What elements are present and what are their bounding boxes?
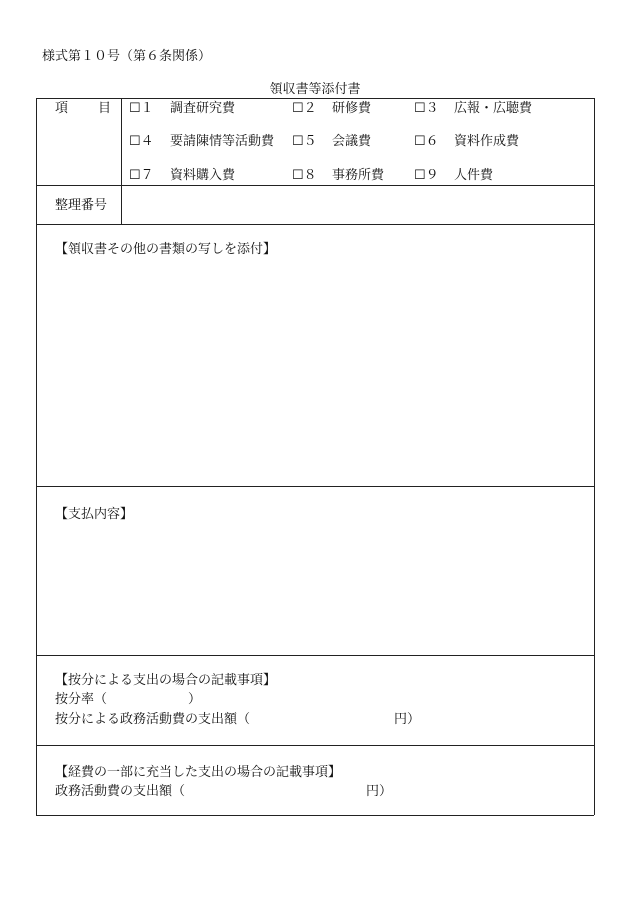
row-divider-receipt (36, 486, 594, 487)
checkbox-icon[interactable]: ☐ (414, 101, 426, 116)
category-item-8[interactable] (292, 168, 317, 184)
allocation-rate-label: 按分率（ (55, 692, 108, 707)
checkbox-icon[interactable]: ☐ (129, 134, 141, 149)
category-label-meeting: 会議費 (332, 134, 372, 149)
row-divider-reference (36, 224, 594, 225)
receipt-section-heading: 【領収書その他の書類の写しを添付】 (55, 242, 277, 257)
category-number: ３ (425, 101, 439, 116)
category-label-personnel: 人件費 (454, 168, 494, 183)
allocation-rate-close: ） (188, 692, 202, 707)
category-label-document-preparation: 資料作成費 (454, 134, 520, 149)
category-number: ５ (303, 134, 317, 149)
checkbox-icon[interactable]: ☐ (129, 168, 141, 183)
partial-amount-label: 政務活動費の支出額（ (55, 784, 186, 799)
category-item-6[interactable] (414, 134, 439, 150)
category-label-training: 研修費 (332, 101, 372, 116)
table-border-right (594, 98, 595, 815)
form-title: 領収書等添付書 (269, 82, 361, 97)
category-item-5[interactable] (292, 134, 317, 150)
table-border-left (36, 98, 37, 815)
reference-number-label: 整理番号 (55, 198, 108, 213)
allocation-amount-label: 按分による政務活動費の支出額（ (55, 712, 251, 727)
category-item-9[interactable] (414, 168, 439, 184)
allocation-amount-unit: 円） (394, 712, 421, 727)
form-number: 様式第１０号（第６条関係） (42, 49, 212, 64)
category-number: １ (140, 101, 154, 116)
checkbox-icon[interactable]: ☐ (414, 168, 426, 183)
partial-amount-field[interactable] (196, 784, 360, 800)
category-number: ７ (140, 168, 154, 183)
checkbox-icon[interactable]: ☐ (292, 168, 304, 183)
category-label-publicity: 広報・広聴費 (454, 101, 533, 116)
table-border-bottom (36, 815, 594, 816)
category-number: ６ (425, 134, 439, 149)
category-item-4[interactable] (129, 134, 154, 150)
table-border-top (36, 98, 594, 99)
category-label: 項 目 (55, 101, 111, 116)
payment-details-area[interactable] (40, 527, 590, 651)
checkbox-icon[interactable]: ☐ (414, 134, 426, 149)
checkbox-icon[interactable]: ☐ (292, 101, 304, 116)
allocation-section-heading: 【按分による支出の場合の記載事項】 (55, 673, 277, 688)
category-item-1[interactable] (129, 101, 154, 117)
row-divider-allocation (36, 745, 594, 746)
receipt-attachment-area[interactable] (40, 262, 590, 482)
category-label-material-purchase: 資料購入費 (170, 168, 236, 183)
reference-number-field[interactable] (130, 198, 585, 216)
payment-section-heading: 【支払内容】 (55, 507, 134, 522)
row-divider-categories (36, 185, 594, 186)
checkbox-icon[interactable]: ☐ (129, 101, 141, 116)
row-divider-payment (36, 655, 594, 656)
category-number: ９ (425, 168, 439, 183)
label-column-divider (121, 98, 122, 224)
category-label-research: 調査研究費 (170, 101, 236, 116)
category-number: ８ (303, 168, 317, 183)
category-item-7[interactable] (129, 168, 154, 184)
allocation-amount-field[interactable] (262, 712, 390, 728)
category-label-office: 事務所費 (332, 168, 385, 183)
category-number: ４ (140, 134, 154, 149)
partial-amount-unit: 円） (366, 784, 393, 799)
category-label-petition: 要請陳情等活動費 (170, 134, 275, 149)
partial-section-heading: 【経費の一部に充当した支出の場合の記載事項】 (55, 765, 342, 780)
checkbox-icon[interactable]: ☐ (292, 134, 304, 149)
category-item-2[interactable] (292, 101, 317, 117)
allocation-rate-field[interactable] (118, 692, 186, 708)
category-item-3[interactable] (414, 101, 439, 117)
category-number: ２ (303, 101, 317, 116)
